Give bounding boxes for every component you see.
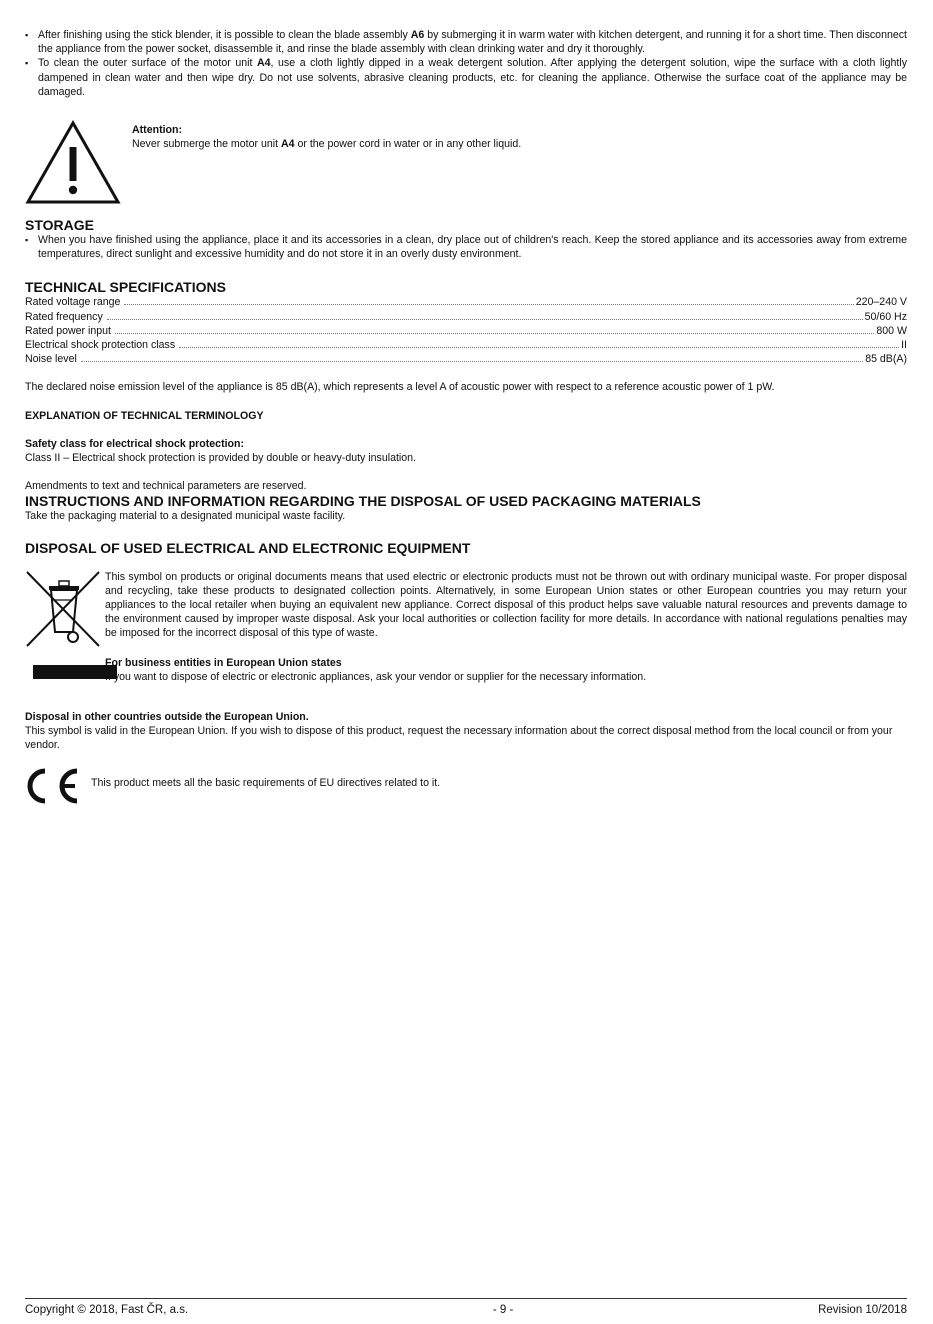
spec-row: Rated frequency 50/60 Hz	[25, 310, 907, 323]
cleaning-bullet-1: ▪ After finishing using the stick blender, it is possible to clean the blade assembly A6 by submerging it in warm water with kitchen detergent, and running it for a short time. Then disconnect the appliance from the power socket, disassemble it, and rinse the blade assembly with clean drinking water and dry it thoroughly.	[25, 28, 907, 56]
footer-revision: Revision 10/2018	[818, 1304, 907, 1316]
ce-mark-icon	[25, 766, 81, 806]
cleaning-bullet-2: ▪ To clean the outer surface of the motor unit A4, use a cloth lightly dipped in a weak detergent solution. After applying the detergent solution, wipe the surface with a cloth lightly dampened in clean water and then wipe dry. Do not use solvents, abrasive cleaning products, etc. for cleaning the appliance. Otherwise the surface coat of the appliance may be damaged.	[25, 56, 907, 99]
specs-heading: TECHNICAL SPECIFICATIONS	[25, 279, 226, 296]
storage-heading: STORAGE	[25, 217, 94, 234]
ce-text: This product meets all the basic requirements of EU directives related to it.	[91, 777, 441, 790]
terminology-subheading: Safety class for electrical shock protection:	[25, 437, 245, 450]
attention-box	[25, 119, 907, 205]
storage-bullet: ▪ When you have finished using the appliance, place it and its accessories in a clean, dry place out of children's reach. Keep the stored appliance and its accessories away from extreme temperatures, direct sunlight and excessive humidity and do not store it in an overly dusty environment.	[25, 233, 907, 261]
terminology-heading: EXPLANATION OF TECHNICAL TERMINOLOGY	[25, 409, 264, 422]
spec-row: Electrical shock protection class II	[25, 339, 907, 352]
spec-row: Rated power input 800 W	[25, 324, 907, 337]
document-page	[25, 28, 907, 806]
packaging-heading: INSTRUCTIONS AND INFORMATION REGARDING THE DISPOSAL OF USED PACKAGING MATERIALS	[25, 493, 701, 510]
business-block	[105, 656, 907, 684]
page-footer	[25, 1298, 907, 1317]
terminology-text: Class II – Electrical shock protection is provided by double or heavy-duty insulation.	[25, 452, 416, 465]
weee-heading: DISPOSAL OF USED ELECTRICAL AND ELECTRONIC EQUIPMENT	[25, 539, 471, 556]
outside-eu-title: Disposal in other countries outside the European Union.	[25, 710, 309, 723]
spec-row: Rated voltage range 220–240 V	[25, 296, 907, 309]
weee-text: This symbol on products or original documents means that used electric or electronic products must not be thrown out with ordinary municipal waste. For proper disposal and recycling, take these products to designated collection points. Alternatively, in some European Union states or other European countries you may return your appliances to the local retailer when buying an equivalent new appliance. Correct disposal of this product helps save valuable natural resources and prevents damage to the environment caused by improper waste disposal. Ask your local authorities or collection facility for more details. In accordance with national regulations penalties may be imposed for the incorrect disposal of this type of waste.	[105, 570, 907, 640]
outside-eu-text: This symbol is valid in the European Union. If you wish to dispose of this product, request the necessary information about the correct disposal method from the local council or from your vendor.	[25, 724, 893, 752]
crossed-bin-icon	[25, 570, 103, 650]
weee-section	[25, 570, 907, 710]
amendments-note: Amendments to text and technical parameters are reserved.	[25, 480, 307, 493]
noise-note: The declared noise emission level of the appliance is 85 dB(A), which represents a level A of acoustic power with respect to a reference acoustic power of 1 pW.	[25, 381, 775, 394]
ce-section	[25, 766, 907, 806]
footer-page-number: - 9 -	[492, 1304, 514, 1316]
business-title: For business entities in European Union states	[105, 656, 342, 669]
spec-row: Noise level 85 dB(A)	[25, 353, 907, 366]
footer-copyright: Copyright © 2018, Fast ČR, a.s.	[25, 1304, 189, 1316]
warning-triangle-icon	[25, 119, 121, 205]
packaging-text: Take the packaging material to a designated municipal waste facility.	[25, 510, 346, 523]
specs-table	[25, 295, 907, 366]
business-text: If you want to dispose of electric or electronic appliances, ask your vendor or supplier for the necessary information.	[105, 670, 647, 683]
attention-title: Attention:	[132, 124, 183, 137]
attention-text: Never submerge the motor unit A4 or the power cord in water or in any other liquid.	[132, 138, 522, 151]
